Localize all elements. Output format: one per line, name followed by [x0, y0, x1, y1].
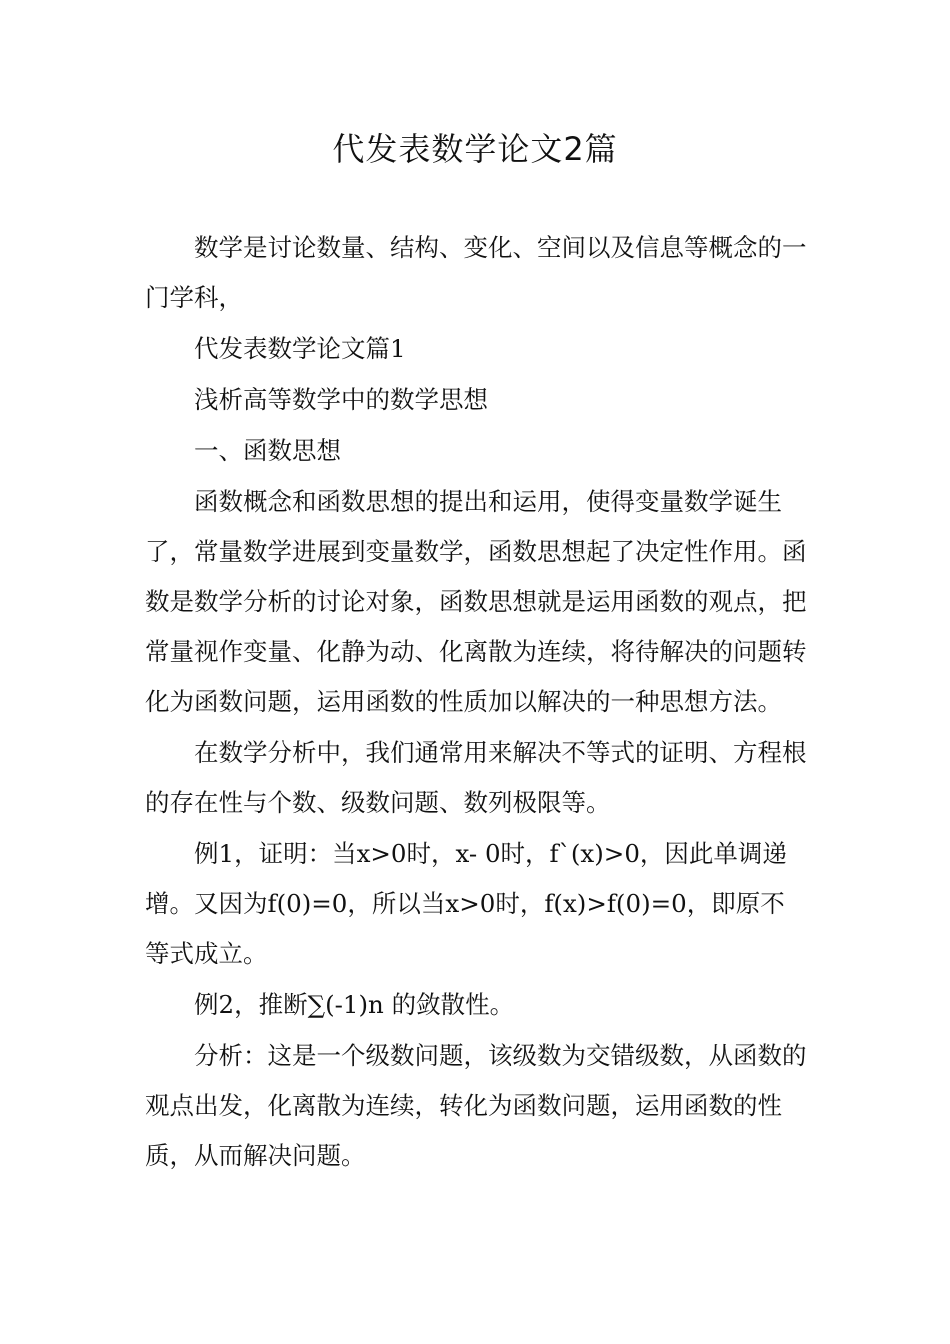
paragraph-article-heading: 代发表数学论文篇1: [194, 334, 406, 363]
paragraph-section-heading: 一、函数思想: [194, 436, 341, 465]
document-title: 代发表数学论文2篇: [332, 130, 618, 168]
paragraph-function-idea: 函数概念和函数思想的提出和运用，使得变量数学诞生了，常量数学进展到变量数学，函数思想起了决定性作用。函数是数学分析的讨论对象，函数思想就是运用函数的观点，把常量视作变量、化静为动、化离散为连续，将待解决的问题转化为函数问题，运用函数的性质加以解决的一种思想方法。: [145, 487, 807, 716]
document-body: [145, 223, 807, 1182]
paragraph-analysis: 分析：这是一个级数问题，该级数为交错级数，从函数的观点出发，化离散为连续，转化为函数问题，运用函数的性质，从而解决问题。: [145, 1041, 807, 1170]
paragraph-example-2: 例2，推断∑(-1)n 的敛散性。: [194, 990, 515, 1019]
paragraph-example-1: 例1，证明：当x>0时，x- 0时，f`(x)>0，因此单调递增。又因为f(0)=0，所以当x>0时，f(x)>f(0)=0，即原不等式成立。: [145, 839, 787, 968]
paragraph-intro: 数学是讨论数量、结构、变化、空间以及信息等概念的一门学科，: [145, 233, 807, 312]
paragraph-article-title: 浅析高等数学中的数学思想: [194, 385, 488, 414]
paragraph-applications: 在数学分析中，我们通常用来解决不等式的证明、方程根的存在性与个数、级数问题、数列极限等。: [145, 738, 807, 817]
